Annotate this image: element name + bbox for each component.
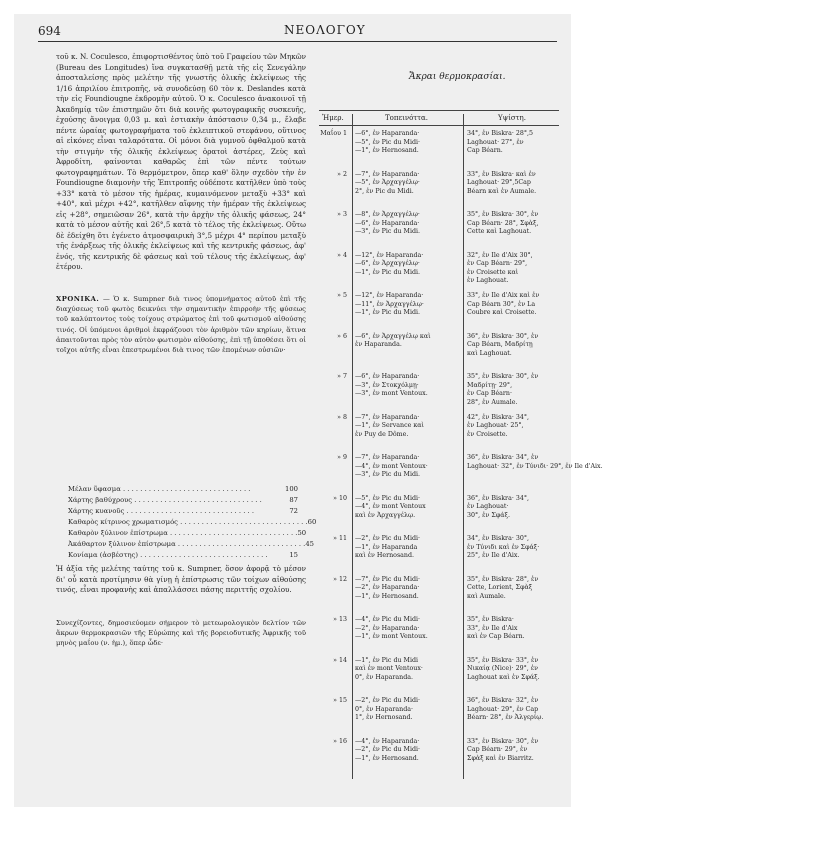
cell-line: —2°, ἐν Haparanda· [355, 584, 420, 592]
highest-cell [467, 535, 557, 561]
cell-line: 36°, ἐν Biskra· 34°, [467, 494, 529, 502]
row-date: Μαΐου 1 [320, 130, 347, 137]
cell-line: —1°, ἐν Pic du Midi. [355, 309, 421, 317]
highest-cell [467, 333, 557, 359]
highest-cell [467, 292, 557, 318]
cell-line: —7°, ἐν Pic du Midi· [355, 575, 421, 583]
article-paragraph [56, 52, 306, 292]
cell-line: —1°, ἐν Servance καὶ [355, 422, 424, 430]
lowest-cell [355, 211, 458, 237]
table-row [68, 495, 298, 506]
candle-count: 100 [285, 485, 298, 493]
cell-line: Σφὰξ καὶ ἐν Biarritz. [467, 754, 534, 762]
cell-line: —4°, ἐν mont Ventoux· [355, 462, 428, 470]
cell-line: —6°, ἐν Haparanda· [355, 373, 420, 380]
row-date: » 14 [333, 656, 347, 664]
cell-line: Cap Béarn 30°, ἐν La [467, 300, 536, 308]
chronika-section [56, 294, 306, 474]
highest-cell [467, 211, 557, 237]
highest-cell [467, 130, 557, 156]
cell-line: —2°, ἐν Pic du Midi· [355, 697, 421, 704]
scanned-page [14, 14, 603, 807]
cell-line: —5°, ἐν Ἀρχαγγέλῳ· [355, 179, 420, 187]
row-date: » 2 [337, 170, 347, 178]
cell-line: —7°, ἐν Haparanda· [355, 413, 420, 421]
cell-line: ἐν Puy de Dôme. [355, 430, 409, 438]
cell-line: Béarn καὶ ἐν Aumale. [467, 187, 537, 195]
cell-line: καὶ ἐν Ἀρχαγγέλῳ. [355, 511, 416, 519]
lowest-cell [355, 535, 458, 561]
row-date: » 13 [333, 616, 347, 623]
intro-paragraph [56, 618, 306, 678]
commentary-paragraph [56, 564, 306, 624]
cell-line: ἐν Laghouat· 25°, [467, 422, 524, 430]
lowest-cell [355, 373, 458, 399]
column-divider [352, 114, 353, 779]
lowest-cell [355, 657, 458, 683]
cell-line: —5°, ἐν Pic du Midi· [355, 494, 421, 502]
header-highest: Υψίστη. [498, 114, 526, 122]
cell-line: ἐν Τύνιδι καὶ ἐν Σφάξ· [467, 543, 540, 551]
header-lowest: Τοπεινόττα. [384, 114, 429, 122]
cell-line: Laghouat καὶ ἐν Σφάξ. [467, 673, 540, 681]
row-date: » 11 [333, 535, 347, 542]
cell-line: —1°, ἐν Pic du Midi. [355, 268, 421, 276]
material-name: Καθαρὸν ξύλινον ἐπίστρωμα . . . [68, 528, 297, 539]
cell-line: καὶ ἐν Cap Béarn. [467, 633, 525, 641]
material-name: Χάρτης βαθύχρους . . . [68, 495, 272, 506]
candle-count: 15 [289, 551, 298, 559]
cell-line: ἐν Cap Béarn· 29°, [467, 260, 528, 268]
intro-text: Συνεχίζοντες, δημοσιεύομεν σήμερον τὸ μετεωρολογικὸν δελτίον τῶν ἄκρων θερμοκρασιῶν τῆς Εὐρώπης καὶ τῆς βορειοδυτικῆς Ἀφρικῆς τοῦ μηνὸς μαΐου (ν. ἡμ.), ὅπερ ὧδε· [56, 619, 306, 648]
cell-line: 35°, ἐν Biskra· 33°, ἐν [467, 656, 539, 664]
cell-line: 33°, ἐν Ile d'Aix [467, 624, 518, 632]
highest-cell [467, 373, 557, 407]
lowest-cell [355, 414, 458, 440]
cell-line: —1°, ἐν Haparanda [355, 543, 418, 551]
cell-line: Cap Béarn· 28°, Σφὰξ, [467, 219, 539, 227]
highest-cell [467, 495, 557, 521]
lowest-cell [355, 333, 458, 350]
cell-line: —6°, ἐν Ἀρχαγγέλῳ· [355, 260, 420, 268]
table-row [68, 506, 298, 517]
cell-line: —1°, ἐν Hernosand. [355, 147, 419, 155]
candle-count: 45 [305, 540, 314, 548]
cell-line: καὶ ἐν Hernosand. [355, 552, 415, 560]
cell-line: ἐν Croisette. [467, 430, 508, 438]
cell-line: 30°, ἐν Σφάξ. [467, 511, 510, 519]
page-number: 694 [38, 24, 61, 38]
cell-line: —4°, ἐν Haparanda· [355, 737, 420, 745]
row-date: » 4 [337, 251, 347, 259]
lowest-cell [355, 697, 458, 723]
cell-line: 36°, ἐν Biskra· 30°, ἐν [467, 332, 539, 340]
table-row [68, 528, 307, 539]
highest-cell [467, 414, 557, 440]
cell-line: 35°, ἐν Biskra· 28°, ἐν [467, 575, 539, 583]
cell-line: ἐν Haparanda. [355, 341, 402, 349]
row-date: » 9 [337, 454, 347, 461]
cell-line: Laghouat· 29°, ἐν Cap [467, 705, 539, 713]
cell-line: —4°, ἐν mont Ventoux [355, 503, 426, 511]
cell-line: 1°, ἐν Hernosand. [355, 714, 413, 722]
commentary-text: Ἡ ἀξία τῆς μελέτης ταύτης τοῦ κ. Sumpner, ὅσον ἀφορᾷ τὸ μέσον δι' οὗ κατὰ προτίμησιν θὰ γίνῃ ἡ ἐπίστρωσις τῶν τοίχων αἰθούσης τινός, εἶναι προφανὴς καὶ ἀπαλλάσσει πάσης περιττῆς σχολίου. [56, 564, 306, 594]
cell-line: —8°, ἐν Ἀρχαγγέλῳ· [355, 211, 420, 218]
table-row [68, 550, 298, 561]
lowest-cell [355, 292, 458, 318]
cell-line: 35°, ἐν Biskra· 30°, ἐν [467, 373, 539, 380]
highest-cell [467, 616, 557, 642]
row-date: » 15 [333, 697, 347, 704]
cell-line: ἐν Laghouat. [467, 277, 509, 285]
lowest-cell [355, 495, 458, 521]
lowest-cell [355, 130, 458, 156]
header-date: Ἡμερ. [322, 114, 344, 122]
cell-line: 35°, ἐν Biskra· 30°, ἐν [467, 211, 539, 218]
cell-line: —1°, ἐν Hernosand. [355, 754, 419, 762]
cell-line: 28°, ἐν Aumale. [467, 398, 518, 406]
lowest-cell [355, 252, 458, 278]
cell-line: —7°, ἐν Haparanda· [355, 454, 420, 461]
material-name: Χάρτης κυανοῦς . . . [68, 506, 272, 517]
cell-line: Laghouat· 32°, ἐν Τύνιδι· 29°, ἐν Ile d'Aix. [467, 462, 603, 470]
table-row [68, 539, 314, 550]
lowest-cell [355, 576, 458, 602]
temperature-title: Ἄκραι θερμοκρασίαι. [409, 72, 506, 82]
cell-line: —1°, ἐν Pic du Midi [355, 656, 419, 664]
table-header-rule [319, 125, 559, 126]
row-date: » 5 [337, 292, 347, 299]
cell-line: 33°, ἐν Biskra· 30°, ἐν [467, 737, 539, 745]
cell-line: —2°, ἐν Haparanda· [355, 624, 420, 632]
chronika-text: — Ὁ κ. Sumpner διὰ τινος ὑπομνήματος αὐτοῦ ἐπὶ τῆς διαχύσεως τοῦ φωτὸς δεικνύει τὴν σημαντικὴν ἐπιρροὴν τῆς φύσεως τοῦ καλύπτοντος τοὺς τοίχους στρώματος ἐπὶ τοῦ φωτισμοῦ αἰθούσης τινός. Οἱ ὑπόμενοι ἀριθμοὶ ἐκφράζουσι τὸν ἀριθμὸν τῶν κηρίων, ἅτινα ἀπαιτοῦνται πρὸς τὸν αὐτὸν φωτισμὸν αἰθούσης, ἐπὶ τῇ ὑποθέσει ὅτι οἱ τοῖχοι αὐτῆς εἶναι ἐπεστρωμένοι διὰ τινος τῶν ἑπομένων οὐσιῶν· [56, 295, 306, 355]
column-divider [463, 114, 464, 779]
lowest-cell [355, 738, 458, 764]
cell-line: 33°, ἐν Biskra· καὶ ἐν [467, 170, 536, 178]
candle-count: 50 [297, 529, 307, 537]
cell-line: 36°, ἐν Biskra· 34°, ἐν [467, 454, 539, 461]
cell-line: Cap Béarn. [467, 147, 503, 155]
cell-line: —6°, ἐν Ἀρχαγγέλῳ καὶ [355, 332, 431, 340]
cell-line: καὶ ἐν mont Ventoux· [355, 665, 423, 673]
cell-line: ἐν Cap Béarn· [467, 390, 512, 398]
table-row [68, 517, 317, 528]
material-name: Μέλαν ὕφασμα . . . [68, 484, 272, 495]
cell-line: —5°, ἐν Pic du Midi· [355, 138, 421, 146]
row-date: » 6 [337, 332, 347, 340]
cell-line: 25°, ἐν Ile d'Aix. [467, 552, 520, 560]
material-name: Ἀκάθαρτον ξύλινον ἐπίστρωμα . . . [68, 539, 305, 550]
cell-line: 32°, ἐν Ile d'Aix 30°, [467, 251, 533, 259]
candles-table [68, 484, 317, 561]
cell-line: —12°, ἐν Haparanda· [355, 251, 424, 259]
candle-count: 72 [289, 507, 298, 515]
cell-line: —12°, ἐν Haparanda· [355, 292, 424, 299]
lowest-cell [355, 454, 458, 480]
cell-line: Νικαίᾳ (Nice)· 29°, ἐν [467, 665, 538, 673]
cell-line: Cette καὶ Laghouat. [467, 228, 532, 236]
cell-line: Laghouat· 29°,5Cap [467, 179, 531, 187]
table-row [68, 484, 298, 495]
highest-cell [467, 252, 557, 286]
cell-line: καὶ Laghouat. [467, 349, 512, 357]
cell-line: —3°, ἐν mont Ventoux. [355, 390, 428, 398]
cell-line: —4°, ἐν Pic du Midi· [355, 616, 421, 623]
cell-line: —6°, ἐν Haparanda· [355, 219, 420, 227]
row-date: » 3 [337, 211, 347, 218]
cell-line: 34°, ἐν Biskra· 30°, [467, 535, 529, 542]
cell-line: —7°, ἐν Haparanda· [355, 170, 420, 178]
highest-cell [467, 171, 557, 197]
cell-line: 0°, ἐν Haparanda· [355, 705, 414, 713]
cell-line: 0°, ἐν Haparanda. [355, 673, 414, 681]
row-date: » 16 [333, 737, 347, 745]
material-name: Καθαρὸς κίτρινος χρωματισμός . . . [68, 517, 308, 528]
cell-line: Μαδρίτῃ· 29°, [467, 381, 513, 389]
highest-cell [467, 576, 557, 602]
cell-line: 35°, ἐν Biskra· [467, 616, 514, 623]
paragraph-text: τοῦ κ. N. Coculesco, ἐπιφορτισθέντος ὑπὸ τοῦ Γραφείου τῶν Μηκῶν (Bureau des Longitudes) ἵνα συγκατασθῇ μετὰ τῆς εἰς Σενεγάλην ἀποσταλείσης πρὸς μελέτην τῆς γνωστῆς ὀλικῆς ἐκλείψεως τῆς 1/16 ἀπριλίου ἐπιτροπῆς, νὰ συνοδεύσῃ 60 τὸν κ. Deslandes κατὰ τὴν εἰς Foundiougne ἐκδρομὴν αὐτοῦ. Ὁ κ. Coculesco ἀνακοινοῖ τῇ Ἀκαδημίᾳ τῶν ἐπιστημῶν ὅτι διὰ κοινῆς φωτογραφικῆς συσκευῆς, ἐχούσης ἄνοιγμα 0,03 μ. καὶ ἑστιακὴν ἀπόστασιν 0,34 μ., ἔλαβε πέντε ὡραίας φωτογραφήματα τοῦ ἐκλειπτικοῦ στεφάνου, οὕτινος αἱ εἰκόνες εἶναι ταλαρότατα. Οἱ μόνοι διὰ γυμνοῦ ὀφθαλμοῦ κατὰ τὴν στιγμὴν τῆς ὀλικῆς ἐκλείψεως ὁρατοὶ ἀστέρες, Ζεὺς καὶ Ἀφροδίτη, φαίνονται καθαρῶς ἐπὶ τῶν πέντε τούτων φωτογραφημάτων. Τὸ θερμόμετρον, ὅπερ καθ' ὅλην σχεδὸν τὴν ἐν Foundiougne διαμονὴν τῆς Ἐπιτροπῆς οὐδέποτε κατῆλθεν ὑπὸ τοὺς +33° κατὰ τὸ μέσον τῆς ἡμέρας, κυμαινόμενον μεταξὺ +33° καὶ +40°, καὶ μέχρι +42°, κατῆλθεν αἴφνης τὴν ἡμέραν τῆς ἐκλείψεως εἰς +28°, σημειῶσαν 26°, κατὰ τὴν ἀρχὴν τῆς ὀλικῆς φάσεως, 24° κατὰ τὸ μέσον αὐτῆς καὶ 26°,5 κατὰ τὸ τέλος τῆς ἐκλείψεως. Οὕτω δὲ ἐδείχθη ὅτι ἐγένετο ἀτμοσφαιρικὴ 3°,5 μέχρι 4° περίπου μεταξὺ τῆς ἐνάρξεως τῆς ὀλικῆς ἐκλείψεως καὶ τῆς κεντρικῆς φάσεως, ἀφ' ἑνός, τῆς κεντρικῆς δὲ φάσεως καὶ τοῦ τέλους τῆς ἐκλείψεως, ἀφ' ἑτέρου. [56, 52, 306, 271]
cell-line: 34°, ἐν Biskra· 28°,5 [467, 130, 533, 137]
candle-count: 87 [289, 496, 298, 504]
row-date: » 10 [333, 494, 347, 502]
highest-cell [467, 697, 557, 723]
material-name: Κονίαμα (ἀσβέστης) . . . [68, 550, 272, 561]
cell-line: Coubre καὶ Croisette. [467, 309, 537, 317]
cell-line: —11°, ἐν Ἀρχαγγέλῳ· [355, 300, 424, 308]
cell-line: —3°, ἐν Στοκχόλμῃ· [355, 381, 419, 389]
chronika-paragraph [56, 294, 306, 355]
cell-line: —2°, ἐν Pic du Midi· [355, 535, 421, 542]
row-date: » 8 [337, 413, 347, 421]
cell-line: 33°, ἐν Ile d'Aix καὶ ἐν [467, 292, 540, 299]
cell-line: Cette, Lorient, Σφὰξ [467, 584, 533, 592]
cell-line: —6°, ἐν Haparanda· [355, 130, 420, 137]
cell-line: ἐν Laghouat· [467, 503, 509, 511]
lowest-cell [355, 171, 458, 197]
cell-line: Cap Béarn, Μαδρίτῃ [467, 341, 533, 349]
highest-cell [467, 657, 557, 683]
cell-line: —3°, ἐν Pic du Midi. [355, 471, 421, 479]
cell-line: Laghouat· 27°, ἐν [467, 138, 524, 146]
lowest-cell [355, 616, 458, 642]
cell-line: —3°, ἐν Pic du Midi. [355, 228, 421, 236]
table-top-rule [319, 110, 559, 111]
cell-line: Cap Béarn· 29°, ἐν [467, 746, 528, 754]
temperature-table [319, 114, 603, 779]
candle-count: 60 [307, 518, 317, 526]
cell-line: —1°, ἐν mont Ventoux. [355, 633, 428, 641]
cell-line: ἐν Croisette καὶ [467, 268, 519, 276]
highest-cell [467, 454, 603, 471]
chronika-heading: ΧΡΟΝΙΚΑ. [56, 295, 100, 303]
cell-line: 42°, ἐν Biskra· 34°, [467, 413, 529, 421]
cell-line: Béarn· 28°, ἐν Ἀλγερίῳ. [467, 714, 544, 722]
cell-line: 2°, ἐν Pic du Midi. [355, 187, 414, 195]
row-date: » 7 [337, 373, 347, 380]
running-head: ΝΕΟΛΟΓΟΥ [284, 23, 366, 37]
cell-line: —2°, ἐν Pic du Midi· [355, 746, 421, 754]
highest-cell [467, 738, 557, 764]
header-rule [38, 41, 557, 42]
cell-line: —1°, ἐν Hernosand. [355, 592, 419, 600]
row-date: » 12 [333, 575, 347, 583]
cell-line: καὶ Aumale. [467, 592, 506, 600]
cell-line: 36°, ἐν Biskra· 32°, ἐν [467, 697, 539, 704]
